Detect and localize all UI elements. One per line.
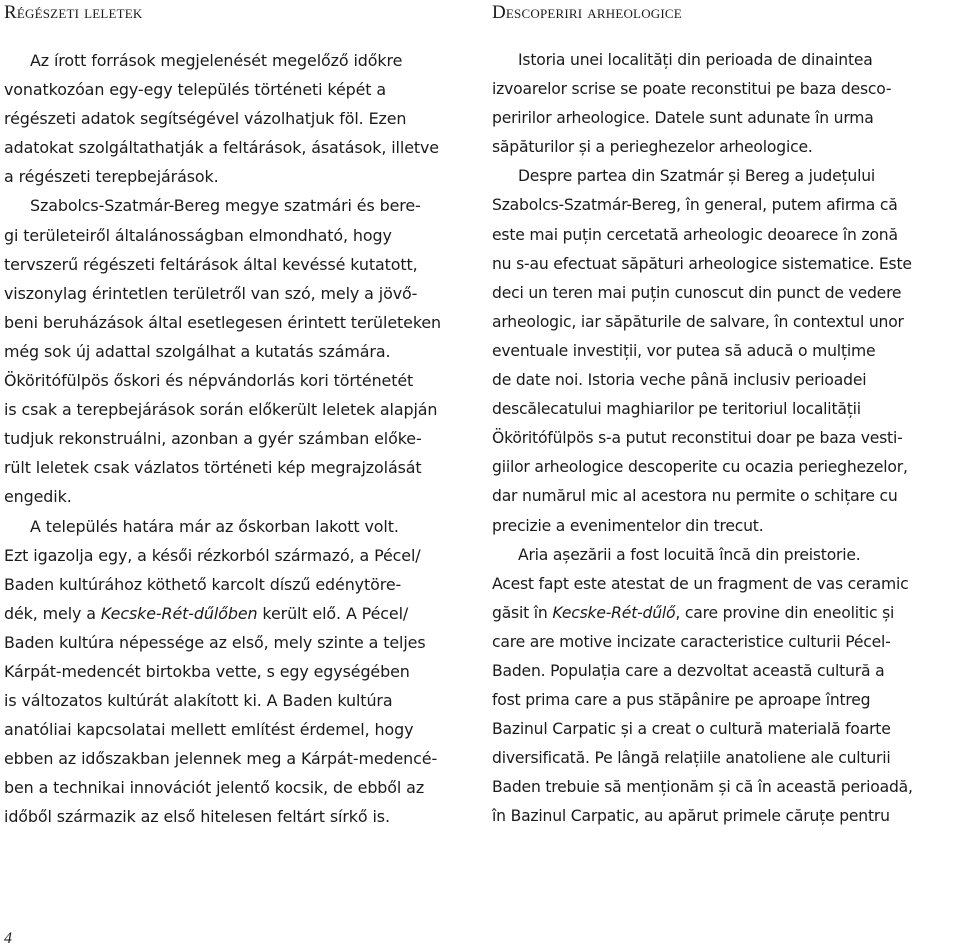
text-segment: tervszerű régészeti feltárások által kevéssé kutatott, [4, 254, 418, 274]
text-line [492, 541, 954, 570]
text-line [4, 133, 466, 162]
text-segment: de date noi. Istoria veche până inclusiv perioadei [492, 371, 867, 390]
text-segment: a régészeti terepbejárások. [4, 167, 219, 187]
text-line [4, 686, 466, 715]
text-line [492, 162, 954, 191]
text-segment: ben a technikai innovációt jelentő kocsik, de ebből az [4, 778, 425, 798]
section-heading-romanian: Descoperiri arheologice [492, 2, 682, 23]
text-segment: Aria așezării a fost locuită încă din preistorie. [518, 545, 861, 564]
text-segment: Baden kultúra népessége az első, mely szinte a teljes [4, 632, 426, 652]
text-segment: dar numărul mic al acestora nu permite o schițare cu [492, 487, 898, 506]
text-line [492, 512, 954, 541]
text-line [4, 599, 466, 628]
text-line [4, 657, 466, 686]
text-segment: fost prima care a pus stăpânire pe aproape întreg [492, 691, 871, 710]
text-segment: izvoarelor scrise se poate reconstitui pe baza desco- [492, 80, 892, 99]
text-segment: descălecatului maghiarilor pe teritoriul localității [492, 400, 861, 419]
text-segment: engedik. [4, 487, 72, 507]
text-line [492, 191, 954, 220]
text-segment: Bazinul Carpatic și a creat o cultură materială foarte [492, 720, 891, 739]
text-segment: időből származik az első hitelesen feltárt sírkő is. [4, 807, 390, 827]
text-line [492, 773, 954, 802]
text-segment: găsit în [492, 603, 553, 622]
text-line [4, 250, 466, 279]
text-segment: adatokat szolgáltathatják a feltárások, ásatások, illetve [4, 138, 439, 158]
text-line [492, 715, 954, 744]
text-line [492, 75, 954, 104]
text-segment: Istoria unei localități din perioada de dinaintea [518, 51, 873, 69]
text-segment: viszonylag érintetlen területről van szó, mely a jövő- [4, 283, 418, 303]
text-segment: eventuale investiții, vor putea să aducă o mulțime [492, 341, 876, 360]
text-segment: is csak a terepbejárások során előkerült leletek alapján [4, 400, 438, 420]
text-line [492, 482, 954, 511]
text-line [492, 221, 954, 250]
text-line [4, 802, 466, 831]
text-line [492, 46, 954, 75]
text-line [492, 395, 954, 424]
text-segment: Szabolcs-Szatmár-Bereg megye szatmári és bere- [30, 196, 421, 216]
text-segment: A település határa már az őskorban lakott volt. [30, 516, 399, 536]
text-segment: arheologic, iar săpăturile de salvare, în contextul unor [492, 312, 904, 331]
text-line [4, 570, 466, 599]
text-line [492, 802, 954, 831]
text-segment: este mai puțin cercetată arheologic deoarece în zonă [492, 225, 898, 244]
text-segment: în Bazinul Carpatic, au apărut primele căruțe pentru [492, 807, 890, 826]
text-segment: vonatkozóan egy-egy település történeti képét a [4, 80, 386, 100]
text-line [4, 46, 466, 75]
text-segment: ebben az időszakban jelennek meg a Kárpát-medencé- [4, 749, 438, 769]
text-segment: care are motive incizate caracteristice culturii Pécel- [492, 632, 891, 651]
section-heading-hungarian: Régészeti leletek [4, 2, 143, 23]
text-line [4, 773, 466, 802]
text-line [4, 744, 466, 773]
text-segment: Szabolcs-Szatmár-Bereg, în general, putem afirma că [492, 196, 898, 215]
text-line [492, 570, 954, 599]
text-line [4, 628, 466, 657]
text-segment: săpăturilor și a perieghezelor arheologice. [492, 138, 813, 157]
text-segment: került elő. A Pécel/ [257, 603, 409, 623]
text-line [492, 453, 954, 482]
page-number: 4 [4, 930, 12, 947]
text-segment: giilor arheologice descoperite cu ocazia perieghezelor, [492, 458, 908, 477]
text-line [492, 279, 954, 308]
text-segment: Ököritófülpös őskori és népvándorlás kori történetét [4, 371, 414, 391]
text-line [492, 104, 954, 133]
place-name-italic: Kecske-Rét-dűlőben [100, 603, 258, 623]
text-segment: Az írott források megjelenését megelőző időkre [30, 51, 403, 70]
text-segment: is változatos kultúrát alakított ki. A Baden kultúra [4, 691, 393, 711]
text-line [492, 308, 954, 337]
text-segment: Acest fapt este atestat de un fragment de vas ceramic [492, 574, 909, 593]
text-segment: gi területeiről általánosságban elmondható, hogy [4, 225, 392, 245]
text-segment: dék, mely a [4, 603, 101, 623]
text-segment: beni beruházások által esetlegesen érintett területeken [4, 312, 442, 332]
text-line [4, 104, 466, 133]
text-line [492, 366, 954, 395]
text-line [492, 133, 954, 162]
text-segment: Kárpát-medencét birtokba vette, s egy egységében [4, 661, 410, 681]
text-segment: Baden kultúrához köthető karcolt díszű edénytöre- [4, 574, 402, 594]
text-line [4, 453, 466, 482]
text-line [4, 366, 466, 395]
text-segment: Baden. Populația care a dezvoltat această cultură a [492, 661, 885, 680]
text-segment: régészeti adatok segítségével vázolhatjuk föl. Ezen [4, 109, 407, 129]
text-line [492, 628, 954, 657]
text-line [492, 250, 954, 279]
text-segment: peririlor arheologice. Datele sunt adunate în urma [492, 109, 874, 128]
text-line [4, 512, 466, 541]
text-line [492, 686, 954, 715]
text-segment: diversificată. Pe lângă relațiile anatoliene ale culturii [492, 749, 891, 768]
text-segment: Baden trebuie să menționăm și că în această perioadă, [492, 778, 913, 797]
text-line [4, 424, 466, 453]
text-segment: nu s-au efectuat săpături arheologice sistematice. Este [492, 254, 912, 273]
text-segment: Despre partea din Szatmár și Bereg a județului [518, 167, 876, 186]
text-segment: rült leletek csak vázlatos történeti kép megrajzolását [4, 458, 422, 478]
romanian-text-body [492, 46, 954, 832]
hungarian-text-body [4, 46, 466, 832]
text-segment: , care provine din eneolitic și [675, 603, 895, 622]
text-line [4, 279, 466, 308]
text-line [4, 162, 466, 191]
text-line [492, 657, 954, 686]
place-name-italic: Kecske-Rét-dűlő [552, 603, 676, 622]
text-line [4, 541, 466, 570]
text-line [492, 337, 954, 366]
text-segment: Ököritófülpös s-a putut reconstitui doar pe baza vesti- [492, 429, 903, 448]
text-line [4, 221, 466, 250]
text-segment: még sok új adattal szolgálhat a kutatás számára. [4, 341, 391, 361]
text-line [4, 395, 466, 424]
text-line [4, 191, 466, 220]
text-line [4, 308, 466, 337]
text-segment: deci un teren mai puțin cunoscut din punct de vedere [492, 283, 902, 302]
text-line [492, 599, 954, 628]
text-segment: anatóliai kapcsolatai mellett említést érdemel, hogy [4, 720, 414, 740]
text-segment: Ezt igazolja egy, a késői rézkorból származó, a Pécel/ [4, 545, 421, 565]
text-line [4, 482, 466, 511]
text-line [492, 424, 954, 453]
text-line [4, 75, 466, 104]
text-segment: tudjuk rekonstruálni, azonban a gyér számban előke- [4, 429, 422, 449]
text-line [4, 337, 466, 366]
text-segment: precizie a evenimentelor din trecut. [492, 516, 764, 535]
text-line [4, 715, 466, 744]
text-line [492, 744, 954, 773]
